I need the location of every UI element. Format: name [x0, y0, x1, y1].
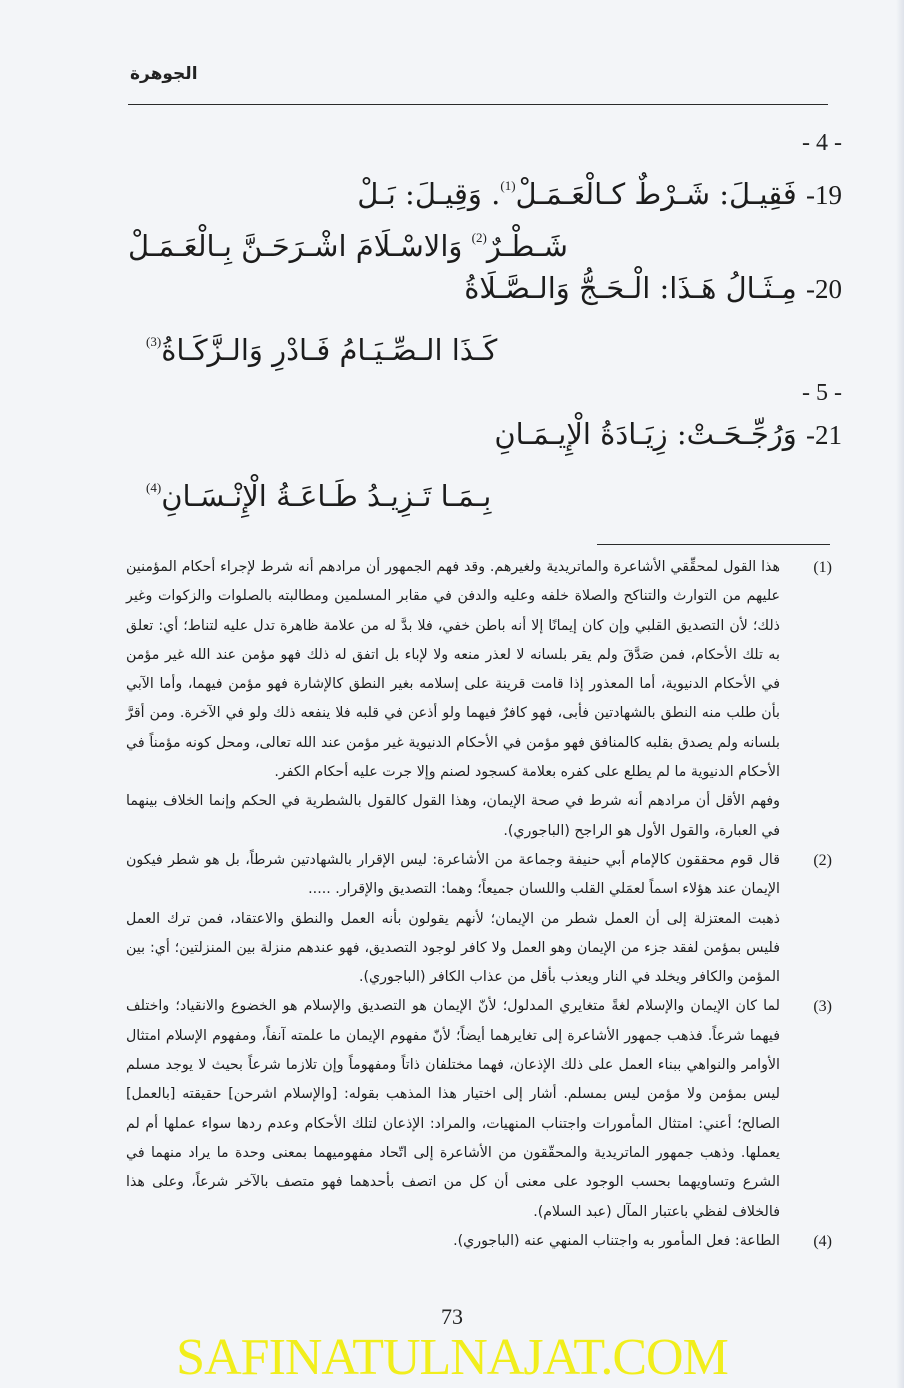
verse-text: فَقِيـلَ: شَـرْطٌ كـالْعَـمَـلْ: [515, 177, 797, 211]
footnote-paragraph: الطاعة: فعل المأمور به واجتناب المنهي عنه (الباجوري).: [453, 1232, 780, 1249]
footnote-paragraph: وفهم الأقل أن مرادهم أنه شرط في صحة الإيمان، وهذا القول كالقول بالشطرية في الحكم وإنما الخلاف بينهما في العبارة، والقول الأول هو الراجح (الباجوري).: [126, 793, 780, 839]
footnote-2: [126, 846, 832, 992]
footnote-ref[interactable]: (4): [146, 480, 162, 495]
verse-20-line-1: [464, 268, 842, 309]
verse-text: شَـطْـرٌ: [486, 229, 568, 263]
header-rule: [128, 104, 828, 105]
verse-19-line-1: [357, 166, 842, 215]
verse-text: وَالاسْـلَامَ اشْـرَحَـنَّ بِـالْعَـمَـلْ: [128, 229, 463, 263]
footnote-1: [126, 553, 832, 846]
footnote-separator: [597, 544, 830, 545]
verse-number: 20-: [806, 274, 842, 304]
footnote-ref[interactable]: (2): [471, 230, 487, 245]
footnote-body: [126, 1227, 780, 1256]
watermark: SAFINATULNAJAT.COM: [176, 1329, 728, 1386]
footnote-paragraph: هذا القول لمحقِّقي الأشاعرة والماتريدية ولغيرهم. وقد فهم الجمهور أن مرادهم أنه شرط لإجراء أحكام المؤمنين عليهم من التوارث والتناكح والصلاة خلفه وعليه والدفن في مقابر المسلمين ومطالبته بالصلوات والزكوات وغير ذلك؛ لأن التصديق القلبي وإن كان إيمانًا إلا أنه باطن خفي، فلا بدَّ له من علامة ظاهرة تدل عليه لتناط؛ أي: تعلق به تلك الأحكام، فمن صَدَّقَ ولم يقر بلسانه لا لعذر منعه ولا لإباء بل اتفق له ذلك فهو مؤمن عند الله غير مؤمن في الأحكام الدنيوية، أما المعذور إذا قامت قرينة على إسلامه بغير النطق كالإشارة فهو مؤمن فيهما، وأما الآبي بأن طلب منه النطق بالشهادتين فأبى، فهو كافرٌ فيهما ولو أذعن في قلبه فلا ينفعه ذلك ولو في الآخرة. ومن أقرَّ بلسانه ولم يصدق بقلبه كالمنافق فهو مؤمن في الأحكام الدنيوية غير مؤمن عند الله تعالى، ومحل كونه مؤمناً في الأحكام الدنيوية ما لم يطلع على كفره بعلامة كسجود لصنم وإلا جرت عليه أحكام الكفر.: [126, 559, 780, 781]
footnote-4: [126, 1227, 832, 1256]
footnotes: [126, 553, 832, 1256]
verse-19-line-2: [128, 218, 568, 266]
footnote-3: [126, 992, 832, 1226]
section-label-4: - 4 -: [802, 130, 842, 156]
verse-number: 19-: [806, 180, 842, 210]
footnote-number: (4): [813, 1232, 832, 1250]
footnote-ref[interactable]: (1): [500, 178, 516, 193]
footnote-body: [126, 992, 780, 1226]
verse-number: 21-: [806, 420, 842, 450]
verse-text: مِـثَـالُ هَـذَا: الْـحَـجُّ وَالـصَّـلَاةُ: [464, 271, 797, 305]
page-number: 73: [441, 1304, 463, 1329]
footnote-paragraph: قال قوم محققون كالإمام أبي حنيفة وجماعة من الأشاعرة: ليس الإقرار بالشهادتين شرطاً، بل هو شطر فيكون الإيمان عند هؤلاء اسماً لعمَلي القلب واللسان جميعاً؛ وهما: التصديق والإقرار. .....: [126, 851, 780, 898]
section-label-5: - 5 -: [802, 380, 842, 406]
footnote-number: (2): [813, 851, 832, 869]
footnote-body: [126, 846, 780, 992]
page-edge-shadow: [896, 0, 904, 1388]
footnote-paragraph: لما كان الإيمان والإسلام لغةً متغايري المدلول؛ لأنّ الإيمان هو التصديق والإسلام هو الخضوع والانقياد؛ واختلف فيهما شرعاً. فذهب جمهور الأشاعرة إلى تغايرهما أيضاً؛ لأنّ مفهوم الإيمان ما علمته آنفاً، ومفهوم الإسلام امتثال الأوامر والنواهي ببناء العمل على ذلك الإذعان، فهما مختلفان ذاتاً ومفهوماً وإن تلازما شرعاً بحيث لا يوجد مسلم ليس بمؤمن ولا مؤمن ليس بمسلم. أشار إلى اختيار هذا المذهب بقوله: [والإسلام اشرحن] حقيقته [بالعمل] الصالح؛ أعني: امتثال المأمورات واجتناب المنهيات، والمراد: الإذعان لتلك الأحكام وعدم ردها سواء عملها أم لم يعملها. وذهب جمهور الماتريدية والمحقّقون من الأشاعرة إلى اتّحاد مفهوميهما بمعنى وحدة ما يراد منهما في الشرع وتساويهما بحسب الوجود على معنى أن كل من اتصف بأحدهما فهو متصف بالآخر شرعاً، وعلى هذا فالخلاف لفظي باعتبار المآل (عبد السلام).: [126, 998, 780, 1220]
verse-text: كَـذَا الـصِّـيَـامُ فَـادْرِ وَالـزَّكَـاةُ: [161, 333, 498, 367]
footnote-number: (3): [813, 998, 832, 1016]
verse-21-line-2: [146, 468, 491, 516]
verse-text: وَرُجِّـحَـتْ: زِيَـادَةُ الْإِيـمَـانِ: [494, 417, 797, 451]
footnote-number: (1): [813, 559, 832, 576]
running-title: الجوهرة: [130, 64, 198, 84]
footnote-ref[interactable]: (3): [146, 334, 162, 349]
verse-20-line-2: [146, 322, 497, 370]
verse-21-line-1: [494, 414, 842, 455]
verse-text: بِـمَـا تَـزِيـدُ طَـاعَـةُ الْإِنْـسَـانِ: [161, 479, 492, 513]
footnote-paragraph: ذهبت المعتزلة إلى أن العمل شطر من الإيمان؛ لأنهم يقولون بأنه العمل والنطق والاعتقاد، فمن ترك العمل فليس بمؤمن لفقد جزء من الإيمان وهو العمل ولا كافر لوجود التصديق، فهو عندهم منزلة بين المنزلتين؛ أي: بين المؤمن والكافر ويخلد في النار ويعذب بأقل من عذاب الكافر (الباجوري).: [126, 910, 780, 986]
footnote-body: [126, 553, 780, 846]
verse-text: . وَقِيـلَ: بَـلْ: [357, 177, 501, 211]
